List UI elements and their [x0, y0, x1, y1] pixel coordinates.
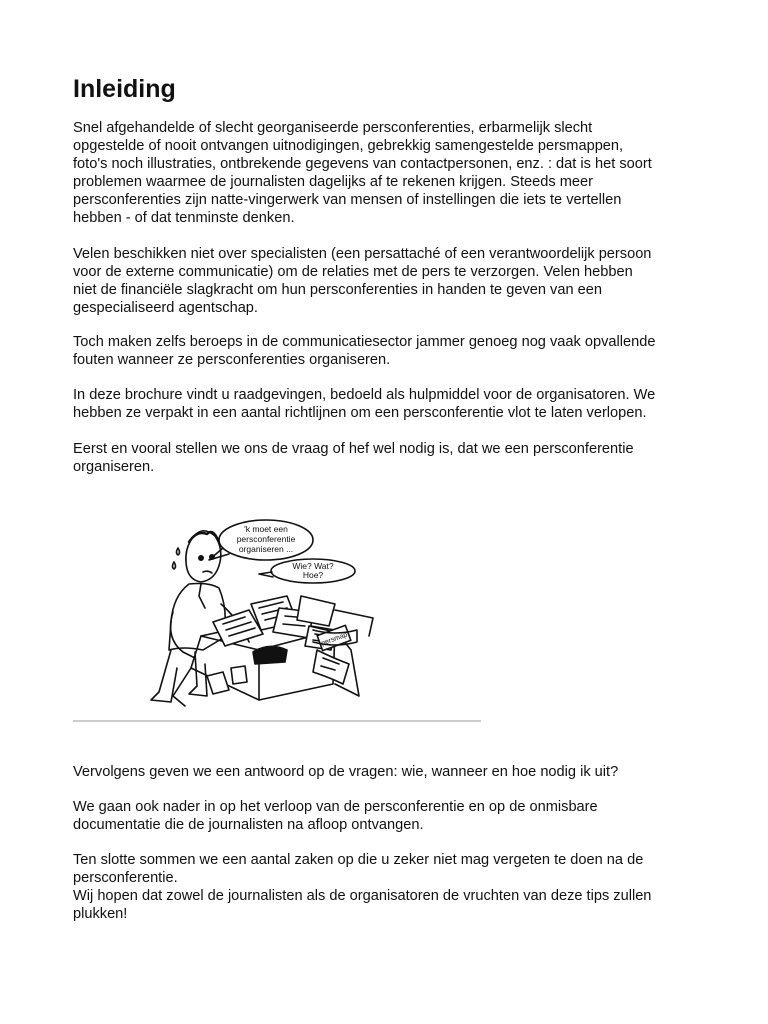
bubble-text-4: Wie? Wat? [292, 561, 334, 571]
paragraph-brochure: In deze brochure vindt u raadgevingen, bedoeld als hulpmiddel voor de organisatoren. We hebben ze verpakt in een aantal richtlijnen om een persconferentie vlot te laten verlopen. [73, 387, 656, 421]
paragraph-specialists: Velen beschikken niet over specialisten (een persattaché of een verantwoordelijk persoon voor de externe communicatie) om de relaties met de pers te verzorgen. Velen hebben niet de financiële slagkracht om hun persconferenties in handen te geven van een gespecialiseerd agentschap. [73, 246, 652, 316]
paragraph-conclusion: Ten slotte sommen we een aantal zaken op die u zeker niet mag vergeten te doen na de persconferentie. Wij hopen dat zowel de journalisten als de organisatoren de vruchten van deze tips zullen plukken! [73, 852, 652, 922]
bubble-text-2: persconferentie [236, 534, 296, 544]
page-title: Inleiding [73, 75, 176, 103]
paragraph-who-when-how: Vervolgens geven we een antwoord op de vragen: wie, wanneer en hoe nodig ik uit? [73, 764, 619, 780]
paper-label: persmap [320, 631, 349, 648]
bubble-text-1: 'k moet een [244, 524, 288, 534]
paragraph-documentation: We gaan ook nader in op het verloop van de persconferentie en op de onmisbare documentatie die de journalisten na afloop ontvangen. [73, 799, 598, 833]
cartoon-illustration [73, 500, 483, 725]
cartoon-drawing [73, 500, 483, 725]
bubble-text-3: organiseren ... [238, 544, 294, 554]
paragraph-professionals: Toch maken zelfs beroeps in de communicatiesector jammer genoeg nog vaak opvallende fouten wanneer ze persconferenties organiseren. [73, 334, 656, 368]
paragraph-question: Eerst en vooral stellen we ons de vraag of hef wel nodig is, dat we een persconferentie organiseren. [73, 441, 634, 475]
bubble-text-5: Hoe? [302, 570, 324, 580]
paragraph-intro: Snel afgehandelde of slecht georganiseerde persconferenties, erbarmelijk slecht opgestelde of nooit ontvangen uitnodigingen, gebrekkig samengestelde persmappen, foto's noch illustraties, ontbrekende gegevens van contactpersonen, enz. : dat is het soort problemen waarmee de journalisten dagelijks af te rekenen krijgen. Steeds meer persconferenties zijn natte-vingerwerk van mensen of instellingen die iets te vertellen hebben - of dat tenminste denken. [73, 120, 652, 226]
